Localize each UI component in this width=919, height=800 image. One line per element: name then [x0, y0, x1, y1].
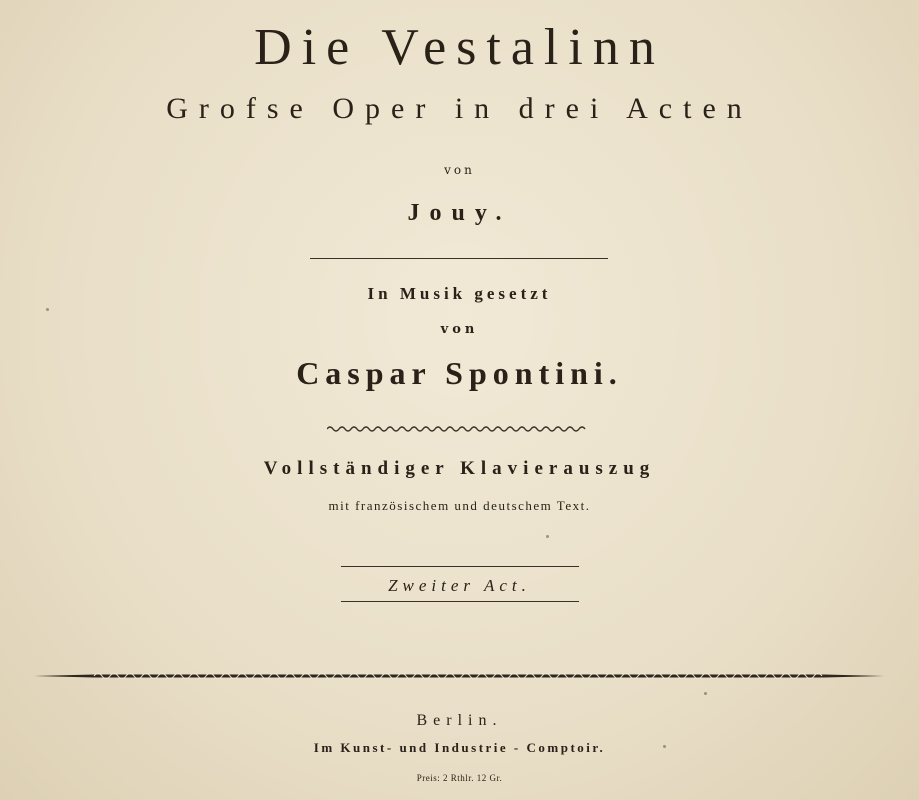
paper-speck [704, 692, 707, 695]
composer-name: Caspar Spontini. [296, 355, 623, 391]
paper-speck [46, 308, 49, 311]
divider-rule-top [310, 258, 608, 259]
act-rule-bottom [341, 601, 579, 602]
opera-subtitle: Grofse Oper in drei Acten [166, 92, 753, 125]
opera-title: Die Vestalinn [254, 19, 665, 76]
paper-speck [546, 535, 549, 538]
long-ornamental-rule [34, 669, 884, 683]
language-note: mit französischem und deutschem Text. [328, 498, 591, 513]
ornamental-wave-divider [327, 424, 587, 434]
by-label-librettist: von [444, 163, 475, 177]
publisher-name: Im Kunst- und Industrie - Comptoir. [313, 740, 606, 755]
by-label-composer: von [440, 322, 479, 337]
paper-speck [663, 745, 666, 748]
act-label: Zweiter Act. [388, 576, 531, 595]
price-note: Preis: 2 Rthlr. 12 Gr. [416, 773, 503, 783]
edition-heading: Vollständiger Klavierauszug [263, 458, 656, 479]
publication-city: Berlin. [416, 712, 503, 729]
set-to-music-label: In Musik gesetzt [367, 284, 552, 303]
librettist-name: Jouy. [407, 200, 512, 226]
act-rule-top [341, 566, 579, 567]
